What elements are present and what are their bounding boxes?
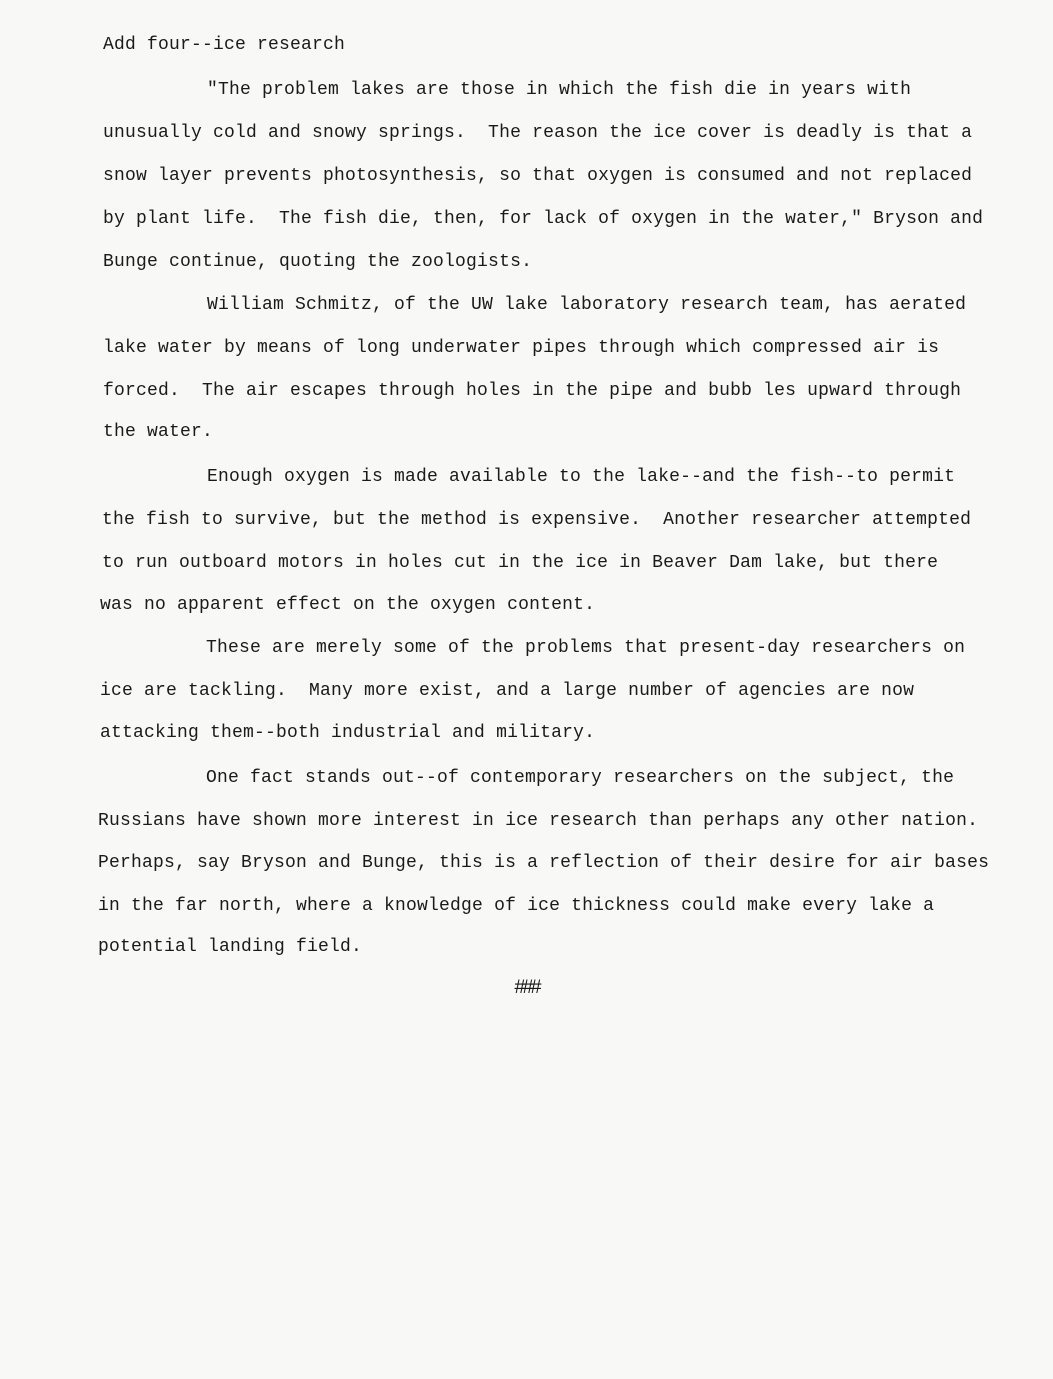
text-line: forced. The air escapes through holes in the pipe and bubb les upward through [103,381,962,401]
text-line: One fact stands out--of contemporary researchers on the subject, the [206,768,955,788]
text-line: the water. [103,422,214,442]
text-line: potential landing field. [98,937,363,957]
text-line: ice are tackling. Many more exist, and a large number of agencies are now [100,681,915,701]
text-line: William Schmitz, of the UW lake laboratory research team, has aerated [207,295,967,315]
text-line: to run outboard motors in holes cut in the ice in Beaver Dam lake, but there [102,553,939,573]
text-line: was no apparent effect on the oxygen content. [100,595,596,615]
text-line: "The problem lakes are those in which the fish die in years with [207,80,912,100]
text-line: by plant life. The fish die, then, for lack of oxygen in the water," Bryson and [103,209,984,229]
text-line: Bunge continue, quoting the zoologists. [103,252,533,272]
document-header: Add four--ice research [103,35,346,55]
text-line: attacking them--both industrial and military. [100,723,596,743]
text-line: lake water by means of long underwater pipes through which compressed air is [103,338,940,358]
text-line: Perhaps, say Bryson and Bunge, this is a reflection of their desire for air bases [98,853,990,873]
text-line: unusually cold and snowy springs. The reason the ice cover is deadly is that a [103,123,973,143]
text-line: the fish to survive, but the method is expensive. Another researcher attempted [102,510,972,530]
end-mark: ### [514,977,539,1000]
text-line: in the far north, where a knowledge of ice thickness could make every lake a [98,896,935,916]
text-line: Russians have shown more interest in ice research than perhaps any other nation. [98,811,979,831]
text-line: These are merely some of the problems that present-day researchers on [206,638,966,658]
text-line: Enough oxygen is made available to the lake--and the fish--to permit [207,467,956,487]
text-line: snow layer prevents photosynthesis, so that oxygen is consumed and not replaced [103,166,973,186]
